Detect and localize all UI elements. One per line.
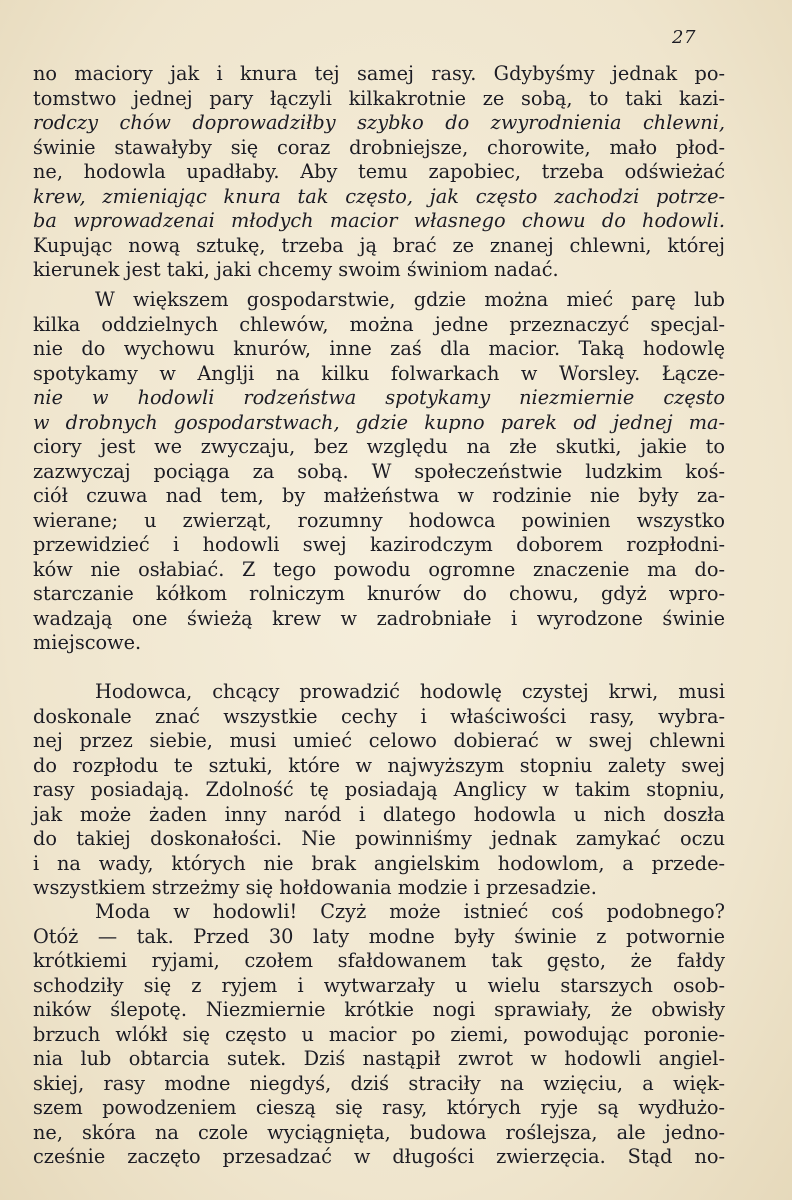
text-line: kierunek jest taki, jaki chcemy swoim świniom nadać. (33, 258, 559, 281)
text-line: świnie stawałyby się coraz drobniejsze, chorowite, mało płod- (33, 135, 725, 159)
text-line: skiej, rasy modne niegdyś, dziś straciły na wzięciu, a więk- (33, 1071, 725, 1095)
text-line: starczanie kółkom rolniczym knurów do chowu, gdyż wpro- (33, 582, 725, 605)
text-line: miejscowe. (33, 631, 142, 654)
text-line: nie do wychowu knurów, inne zaś dla macior. Taką hodowlę (33, 337, 725, 360)
text-line: krew, zmieniając knura tak często, jak często zachodzi potrze- (33, 184, 725, 208)
text-line: do takiej doskonałości. Nie powinniśmy jednak zamykać oczu (33, 827, 725, 850)
text-line: cześnie zaczęto przesadzać w długości zwierzęcia. Stąd no- (33, 1145, 725, 1168)
text-line: ne, skóra na czole wyciągnięta, budowa roślejsza, ale jedno- (33, 1120, 725, 1144)
text-line: ciół czuwa nad tem, by małżeństwa w rodzinie nie były za- (33, 484, 725, 507)
text-line: rasy posiadają. Zdolność tę posiadają Anglicy w takim stopniu, (33, 778, 725, 801)
text-line: nie w hodowli rodzeństwa spotykamy niezmiernie często (33, 386, 725, 409)
text-line: przewidzieć i hodowli swej kazirodczym doborem rozpłodni- (33, 533, 725, 556)
text-line: nej przez siebie, musi umieć celowo dobierać w swej chlewni (33, 729, 725, 752)
paragraph-4 (33, 900, 725, 1170)
paragraph-2 (33, 288, 725, 656)
text-line: Kupując nową sztukę, trzeba ją brać ze znanej chlewni, której (33, 233, 725, 257)
text-line: wadzają one świeżą krew w zadrobniałe i wyrodzone świnie (33, 606, 725, 630)
text-line: schodziły się z ryjem i wytwarzały u wielu starszych osob- (33, 973, 725, 997)
text-line: spotykamy w Anglji na kilku folwarkach w Worsley. Łącze- (33, 361, 725, 385)
text-line: doskonale znać wszystkie cechy i właściwości rasy, wybra- (33, 704, 725, 728)
text-line: i na wady, których nie brak angielskim hodowlom, a przede- (33, 851, 725, 875)
text-line: nia lub obtarcia sutek. Dziś nastąpił zwrot w hodowli angiel- (33, 1047, 725, 1070)
paragraph-1 (33, 62, 725, 283)
text-line: ciory jest we zwyczaju, bez względu na złe skutki, jakie to (33, 435, 725, 458)
text-line: ba wprowadzenai młodych macior własnego chowu do hodowli. (33, 209, 725, 232)
text-line: W większem gospodarstwie, gdzie można mieć parę lub (95, 288, 725, 311)
text-line: kilka oddzielnych chlewów, można jedne przeznaczyć specjal- (33, 312, 725, 336)
text-line: ków nie osłabiać. Z tego powodu ogromne znaczenie ma do- (33, 557, 725, 581)
text-line: wierane; u zwierząt, rozumny hodowca powinien wszystko (33, 508, 725, 532)
text-line: zazwyczaj pociąga za sobą. W społeczeństwie ludzkim koś- (33, 459, 725, 483)
text-line: szem powodzeniem cieszą się rasy, których ryje są wydłużo- (33, 1096, 725, 1119)
text-line: do rozpłodu te sztuki, które w najwyższym stopniu zalety swej (33, 753, 725, 777)
text-line: brzuch wlókł się często u macior po ziemi, powodując poronie- (33, 1022, 725, 1046)
text-line: Moda w hodowli! Czyż może istnieć coś podobnego? (95, 900, 725, 923)
text-line: tomstwo jednej pary łączyli kilkakrotnie ze sobą, to taki kazi- (33, 86, 725, 110)
text-line: Hodowca, chcący prowadzić hodowlę czystej krwi, musi (95, 680, 725, 703)
text-line: rodczy chów doprowadziłby szybko do zwyrodnienia chlewni, (33, 111, 725, 134)
text-line: ne, hodowla upadłaby. Aby temu zapobiec, trzeba odświeżać (33, 160, 725, 183)
page-number: 27 (672, 27, 696, 48)
paragraph-3 (33, 680, 725, 901)
text-line: w drobnych gospodarstwach, gdzie kupno parek od jednej ma- (33, 410, 725, 434)
text-line: krótkiemi ryjami, czołem sfałdowanem tak gęsto, że fałdy (33, 949, 725, 972)
text-line: ników ślepotę. Niezmiernie krótkie nogi sprawiały, że obwisły (33, 998, 725, 1021)
text-line: no maciory jak i knura tej samej rasy. Gdybyśmy jednak po- (33, 62, 725, 85)
text-line: wszystkiem strzeżmy się hołdowania modzie i przesadzie. (33, 876, 597, 899)
text-line: Otóż — tak. Przed 30 laty modne były świnie z potwornie (33, 924, 725, 948)
text-line: jak może żaden inny naród i dlatego hodowla u nich doszła (33, 802, 725, 826)
